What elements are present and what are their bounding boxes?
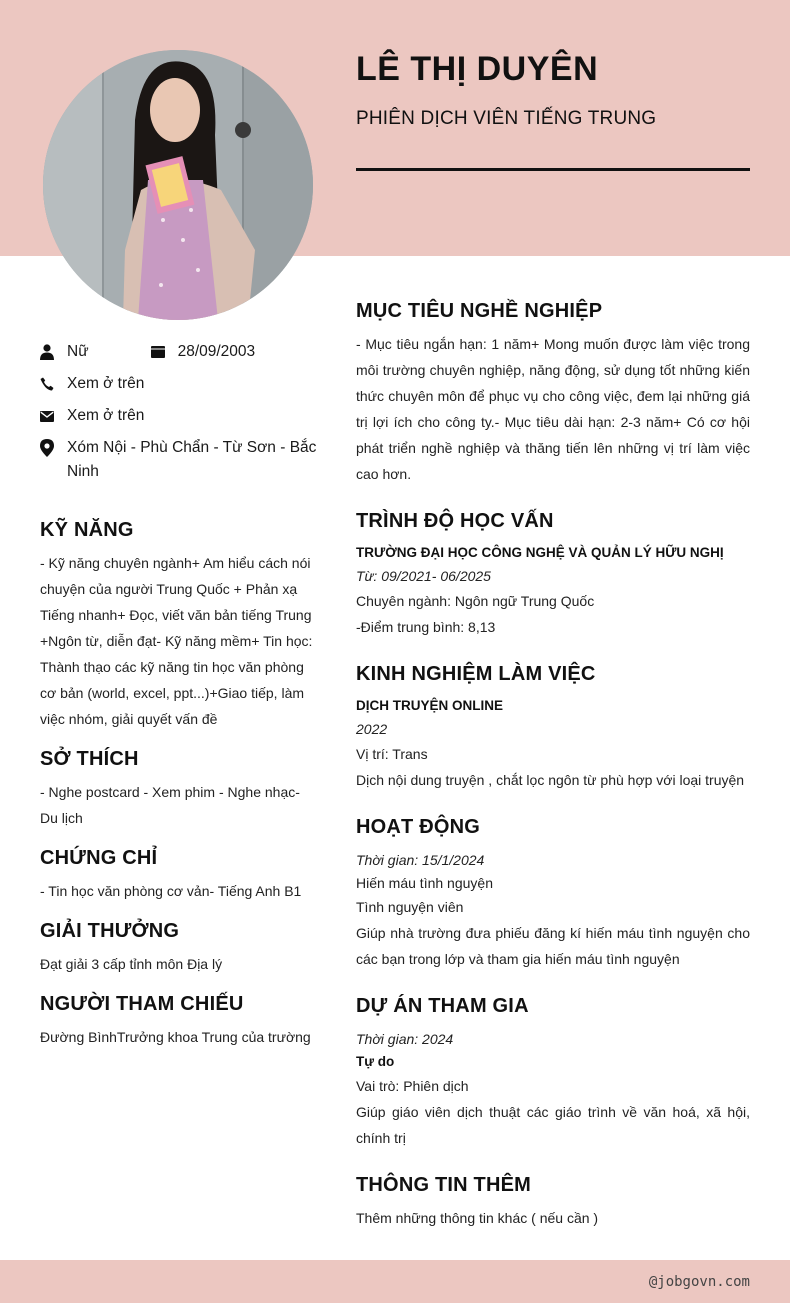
birthdate-item	[151, 340, 256, 364]
experience-position: Vị trí: Trans	[356, 746, 428, 762]
experience-heading: KINH NGHIỆM LÀM VIỆC	[356, 663, 596, 685]
activities-section	[356, 816, 750, 972]
activities-name: Hiến máu tình nguyện	[356, 875, 493, 891]
phone-icon	[40, 372, 54, 396]
education-section	[356, 510, 750, 640]
experience-year: 2022	[356, 721, 388, 737]
title-divider	[356, 168, 750, 171]
contact-email-row	[40, 404, 320, 428]
objective-text: - Mục tiêu ngắn hạn: 1 năm+ Mong muốn được làm việc trong môi trường chuyên nghiệp, năng động, sử dụng tốt những kiến thức chuyên môn để phục vụ cho công việc, đem lại những giá trị lợi ích cho công ty.- Mục tiêu dài hạn: 2-3 năm+ Có cơ hội phát triển nghề nghiệp và thăng tiến lên những vị trí làm việc cao hơn.	[356, 336, 750, 482]
additional-text: Thêm những thông tin khác ( nếu cần )	[356, 1210, 599, 1226]
education-major: Chuyên ngành: Ngôn ngữ Trung Quốc	[356, 593, 595, 609]
contact-phone-row	[40, 372, 320, 396]
references-heading: NGƯỜI THAM CHIẾU	[40, 993, 244, 1015]
phone-value: Xem ở trên	[67, 375, 145, 392]
hobbies-text: - Nghe postcard - Xem phim - Nghe nhạc- Du lịch	[40, 784, 300, 826]
certificates-text: - Tin học văn phòng cơ vản- Tiếng Anh B1	[40, 883, 302, 899]
education-heading: TRÌNH ĐỘ HỌC VẤN	[356, 510, 554, 532]
activities-description: Giúp nhà trường đưa phiếu đăng kí hiến máu tình nguyện cho các bạn trong lớp và tham gia hiến máu tình nguyện	[356, 925, 750, 967]
projects-time: Thời gian: 2024	[356, 1031, 454, 1047]
awards-heading: GIẢI THƯỞNG	[40, 920, 180, 942]
left-column	[40, 340, 320, 1050]
skills-heading: KỸ NĂNG	[40, 519, 134, 541]
projects-section	[356, 995, 750, 1151]
person-icon	[40, 340, 54, 364]
objective-heading: MỤC TIÊU NGHỀ NGHIỆP	[356, 300, 603, 322]
skills-text: - Kỹ năng chuyên ngành+ Am hiểu cách nói chuyện của người Trung Quốc + Phản xạ Tiếng nhanh+ Đọc, viết văn bản tiếng Trung +Ngôn từ, diễn đạt- Kỹ năng mềm+ Tin học: Thành thạo các kỹ năng tin học văn phòng cơ bản (world, excel, ppt...)+Giao tiếp, làm việc nhóm, giải quyết vấn đề	[40, 555, 313, 727]
job-title: PHIÊN DỊCH VIÊN TIẾNG TRUNG	[356, 108, 657, 129]
additional-section	[356, 1174, 750, 1231]
experience-description: Dịch nội dung truyện , chắt lọc ngôn từ phù hợp với loại truyện	[356, 772, 745, 788]
activities-role: Tình nguyện viên	[356, 899, 464, 915]
mail-icon	[40, 404, 54, 428]
projects-description: Giúp giáo viên dịch thuật các giáo trình về văn hoá, xã hội, chính trị	[356, 1104, 750, 1146]
objective-section	[356, 300, 750, 487]
experience-section	[356, 663, 750, 793]
activities-heading: HOẠT ĐỘNG	[356, 816, 481, 838]
profile-photo-image	[43, 50, 313, 320]
education-period: Từ: 09/2021- 06/2025	[356, 568, 491, 584]
hobbies-heading: SỞ THÍCH	[40, 748, 139, 770]
education-school: TRƯỜNG ĐẠI HỌC CÔNG NGHỆ VÀ QUẢN LÝ HỮU NGHỊ	[356, 545, 724, 560]
projects-heading: DỰ ÁN THAM GIA	[356, 995, 529, 1017]
certificates-heading: CHỨNG CHỈ	[40, 847, 158, 869]
footer-brand: @jobgovn.com	[648, 1274, 750, 1290]
activities-time: Thời gian: 15/1/2024	[356, 852, 485, 868]
projects-role: Vai trò: Phiên dịch	[356, 1078, 469, 1094]
address-value: Xóm Nội - Phù Chẩn - Từ Sơn - Bắc Ninh	[67, 439, 317, 480]
birthdate-value: 28/09/2003	[177, 343, 256, 360]
references-text: Đường BìnhTrưởng khoa Trung của trường	[40, 1029, 311, 1045]
gender-value: Nữ	[67, 343, 89, 360]
profile-photo	[43, 50, 313, 320]
contact-gender-birth-row	[40, 340, 320, 364]
additional-heading: THÔNG TIN THÊM	[356, 1174, 532, 1196]
awards-text: Đạt giải 3 cấp tỉnh môn Địa lý	[40, 956, 223, 972]
experience-company: DỊCH TRUYỆN ONLINE	[356, 698, 504, 713]
contact-address-row	[40, 436, 320, 484]
projects-name: Tự do	[356, 1054, 395, 1069]
candidate-name: LÊ THỊ DUYÊN	[356, 50, 599, 88]
email-value: Xem ở trên	[67, 407, 145, 424]
education-gpa: -Điểm trung bình: 8,13	[356, 619, 496, 635]
gender-item	[40, 340, 89, 364]
location-pin-icon	[40, 436, 54, 460]
calendar-icon	[151, 340, 165, 364]
footer-band	[0, 1260, 790, 1303]
